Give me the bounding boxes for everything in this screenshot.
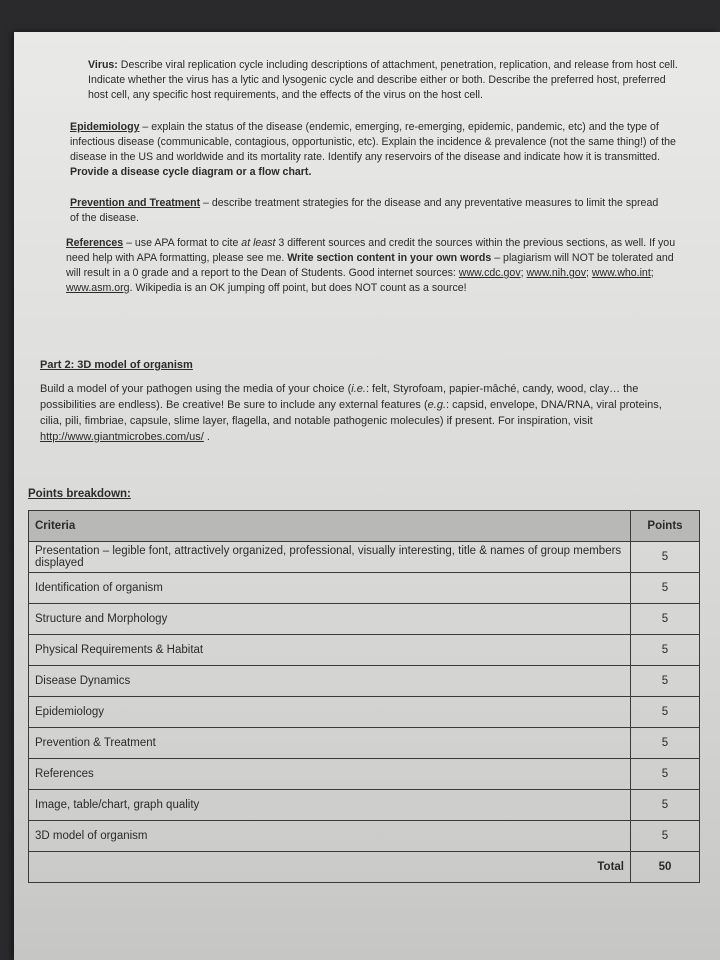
link-cdc[interactable]: www.cdc.gov [458, 267, 521, 279]
table-row: Disease Dynamics 5 [29, 666, 700, 697]
link-who[interactable]: www.who.int [591, 267, 651, 279]
part2-heading: Part 2: 3D model of organism [40, 359, 193, 371]
prevention-heading: Prevention and Treatment [70, 197, 201, 209]
references-text-b: 3 different sources and credit the sources within the previous sections, as well. If you need help with APA formatting, please see me. [66, 237, 676, 264]
link-giantmicrobes[interactable]: http://www.giantmicrobes.com/us/ [40, 431, 204, 443]
points-heading: Points breakdown: [28, 488, 131, 500]
link-asm[interactable]: www.asm.org [66, 282, 130, 294]
table-row: 3D model of organism 5 [29, 821, 700, 852]
references-at-least: at least [241, 237, 276, 249]
link-nih[interactable]: www.nih.gov [526, 267, 586, 279]
virus-text: Describe viral replication cycle including descriptions of attachment, penetration, replication, and release from host cell. Indicate whether the virus has a lytic and lysogenic cycle and describe either or both. Describe the preferred host, preferred host cell, any specific host requirements, and the effects of the virus on the host cell. [88, 59, 678, 101]
table-header-row [29, 511, 700, 542]
references-text-c: – plagiarism will NOT be tolerated and will result in a 0 grade and a report to the Dean of Students. Good internet sources: [66, 252, 674, 279]
points-header: Points [631, 511, 700, 542]
part2-text: Build a model of your pathogen using the media of your choice (i.e.: felt, Styrofoam, papier-mâché, candy, wood, clay… the possibilities are endless). Be creative! Be sure to include any external features (e.g.: capsid, envelope, DNA/RNA, viral proteins, cilia, pili, fimbriae, capsule, slime layer, flagella, and notable pathogenic molecules) if present. For inspiration, visit http://www.giantmicrobes.com/us/ . [40, 383, 662, 443]
table-row: Identification of organism 5 [29, 573, 700, 604]
table-row: References 5 [29, 759, 700, 790]
epidemiology-heading: Epidemiology [70, 121, 140, 133]
total-row [29, 852, 700, 883]
virus-section [88, 58, 678, 103]
table-row: Image, table/chart, graph quality 5 [29, 790, 700, 821]
epidemiology-text: – explain the status of the disease (endemic, emerging, re-emerging, epidemic, pandemic, etc) and the type of infectious disease (communicable, contagious, opportunistic, etc). Explain the incidence & prevalence (not the same thing!) of the disease in the US and worldwide and its mortality rate. Identify any reservoirs of the disease and indicate how it is transmitted. [70, 121, 676, 163]
points-table [28, 510, 700, 883]
references-text-a: – use APA format to cite [123, 237, 242, 249]
prevention-text: – describe treatment strategies for the disease and any preventative measures to limit the spread of the disease. [70, 197, 659, 224]
epidemiology-section [70, 120, 678, 180]
references-heading: References [66, 237, 124, 249]
references-own-words: Write section content in your own words [287, 252, 492, 264]
epidemiology-diagram-note: Provide a disease cycle diagram or a flow chart. [70, 166, 312, 178]
references-section: References – use APA format to cite at least 3 different sources and credit the sources within the previous sections, as well. If you need help with APA formatting, please see me. Write section content in your own words – plagiarism will NOT be tolerated and will result in a 0 grade and a report to the Dean of Students. Good internet sources: www.cdc.gov; www.nih.gov; www.who.int; www.asm.org. Wikipedia is an OK jumping off point, but does NOT count as a source! [66, 237, 676, 294]
virus-heading: Virus: [88, 59, 118, 71]
table-row: Presentation – legible font, attractively organized, professional, visually interesting, title & names of group members displayed 5 [29, 542, 700, 573]
total-value: 50 [631, 852, 700, 883]
references-text-d: . Wikipedia is an OK jumping off point, but does NOT count as a source! [129, 282, 467, 294]
criteria-header: Criteria [29, 511, 631, 542]
table-row: Structure and Morphology 5 [29, 604, 700, 635]
total-label: Total [29, 852, 631, 883]
table-row: Physical Requirements & Habitat 5 [29, 635, 700, 666]
table-row: Epidemiology 5 [29, 697, 700, 728]
table-row: Prevention & Treatment 5 [29, 728, 700, 759]
part2-section [40, 358, 680, 445]
prevention-section [70, 196, 670, 226]
